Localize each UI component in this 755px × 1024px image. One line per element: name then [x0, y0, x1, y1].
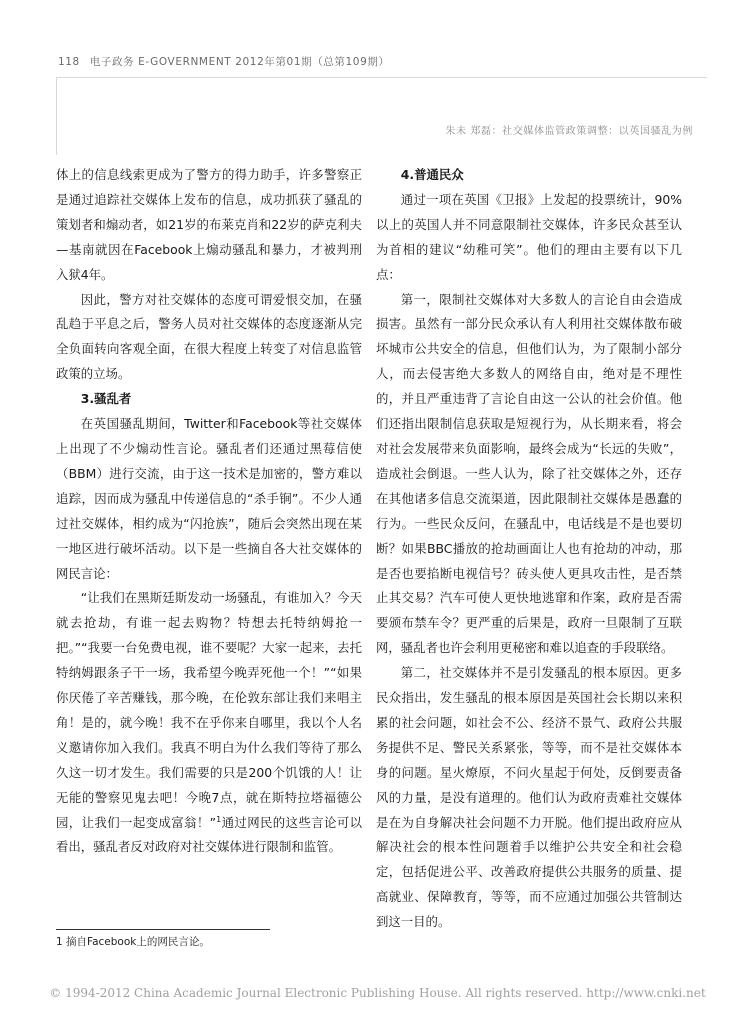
paragraph: 因此，警方对社交媒体的态度可谓爱恨交加，在骚乱趋于平息之后，警务人员对社交媒体的态度逐渐从完全负面转向客观全面，在很大程度上转变了对信息监管政策的立场。	[56, 291, 362, 382]
paragraph: 通过一项在英国《卫报》上发起的投票统计，90%以上的英国人并不同意限制社交媒体，许多民众甚至认为首相的建议“幼稚可笑”。他们的理由主要有以下几点：	[376, 191, 682, 282]
copyright-line: © 1994-2012 China Academic Journal Electronic Publishing House. All rights reserved. http://www.cnki.net	[49, 986, 706, 1000]
header-left-rule	[56, 77, 57, 155]
footnote: 1 摘自Facebook上的网民言论。	[56, 936, 210, 948]
paragraph: 体上的信息线索更成为了警方的得力助手，许多警察正是通过追踪社交媒体上发布的信息，成功抓获了骚乱的策划者和煽动者，如21岁的布莱克肖和22岁的萨克利夫—基南就因在Facebook上煽动骚乱和暴力，才被判刑入狱4年。	[56, 167, 362, 282]
section-heading: 4.普通民众	[400, 167, 464, 182]
quote-text: “让我们在黑斯廷斯发动一场骚乱，有谁加入？今天就去抢劫，有谁一起去购物？特想去托特纳姆抢一把。”“我要一台免费电视，谁不要呢？大家一起来，去托特纳姆跟条子干一场，我希望今晚弄死他一个！”“如果你厌倦了辛苦赚钱，那今晚，在伦敦东部让我们来唱主角！是的，就今晚！我不在乎你来自哪里，我以个人名义邀请你加入我们。我真不明白为什么我们等待了那么久这一切才发生。我们需要的只是200个饥饿的人！让无能的警察见鬼去吧！今晚7点，就在斯特拉塔福德公园，让我们一起变成富翁！”	[56, 590, 362, 830]
section-heading: 3.骚乱者	[80, 391, 132, 407]
right-column	[376, 163, 682, 935]
journal-info: 电子政务 E-GOVERNMENT 2012年第01期（总第109期）	[89, 56, 390, 68]
quote-paragraph	[56, 586, 362, 860]
footnote-rule	[56, 929, 270, 930]
left-column	[56, 163, 362, 860]
header-rule	[56, 77, 707, 78]
quote-conclusion: 通过网民的这些言论可以看出，骚乱者反对政府对社交媒体进行限制和监管。	[56, 814, 363, 855]
paragraph: 第一，限制社交媒体对大多数人的言论自由会造成损害。虽然有一部分民众承认有人利用社交媒体散布破坏城市公共安全的信息，但他们认为，为了限制小部分人，而去侵害绝大多数人的网络自由，绝对是不理性的，并且严重违背了言论自由这一公认的社会价值。他们还指出限制信息获取是短视行为，从长期来看，将会对社会发展带来负面影响，最终会成为“长远的失败”，造成社会倒退。一些人认为，除了社交媒体之外，还存在其他诸多信息交流渠道，因此限制社交媒体是愚蠢的行为。一些民众反问，在骚乱中，电话线是不是也要切断？如果BBC播放的抢劫画面让人也有抢劫的冲动，那是否也要掐断电视信号？砖头使人更具攻击性，是否禁止其交易？汽车可使人更快地逃窜和作案，政府是否需要颁布禁车令？更严重的后果是，政府一旦限制了互联网，骚乱者也许会利用更秘密和难以追查的手段联络。	[376, 291, 682, 656]
paragraph: 第二，社交媒体并不是引发骚乱的根本原因。更多民众指出，发生骚乱的根本原因是英国社会长期以来积累的社会问题，如社会不公、经济不景气、政府公共服务提供不足、警民关系紧张，等等，而不是社交媒体本身的问题。星火燎原，不问火星起于何处，反倒要责备风的力量，是没有道理的。他们认为政府责难社交媒体是在为自身解决社会问题不力开脱。他们提出政府应从解决社会的根本性问题着手以维护公共安全和社会稳定，包括促进公平、改善政府提供公共服务的质量、提高就业、保障教育，等等，而不应通过加强公共管制达到这一目的。	[376, 665, 682, 930]
page-header	[58, 54, 390, 69]
footnote-marker: 1	[216, 814, 222, 824]
running-title: 朱未 郑磊：社交媒体监管政策调整：以英国骚乱为例	[445, 126, 693, 137]
page-number: 118	[58, 56, 80, 68]
paragraph: 在英国骚乱期间，Twitter和Facebook等社交媒体上出现了不少煽动性言论。骚乱者们还通过黑莓信使（BBM）进行交流，由于这一技术是加密的，警方难以追踪，因而成为骚乱中传递信息的“杀手锏”。不少人通过社交媒体，相约成为“闪抢族”，随后会突然出现在某一地区进行破坏活动。以下是一些摘自各大社交媒体的网民言论：	[56, 416, 362, 581]
